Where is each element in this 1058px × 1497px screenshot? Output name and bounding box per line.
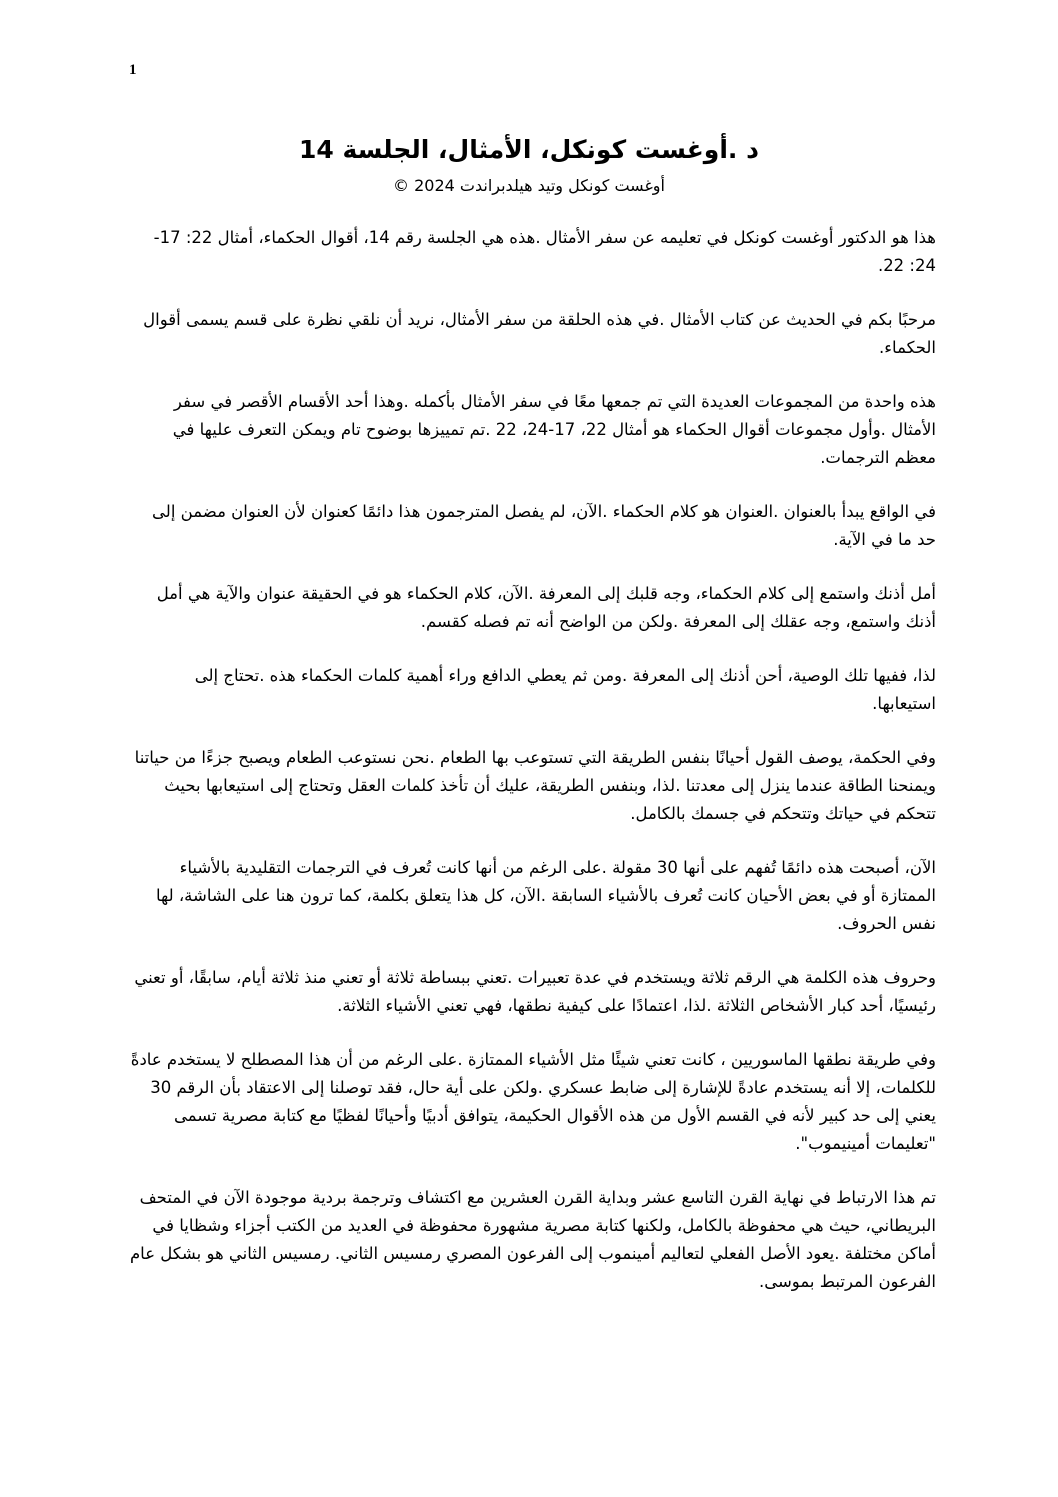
paragraph-10: وفي طريقة نطقها الماسوريين ، كانت تعني شيئًا مثل الأشياء الممتازة .على الرغم من أن هذا المصطلح لا يستخدم عادةً للكلمات، إلا أنه يستخدم عادةً للإشارة إلى ضابط عسكري .ولكن على أية حال، فقد توصلنا إلى الاعتقاد بأن الرقم 30 يعني إلى حد كبير لأنه في القسم الأول من هذه الأقوال الحكيمة، يتوافق أدبيًا وأحيانًا لفظيًا مع كتابة مصرية تسمى "تعليمات أمينيموب". (130, 1050, 936, 1153)
page-number: 1 (129, 62, 137, 78)
paragraph-4: في الواقع يبدأ بالعنوان .العنوان هو كلام الحكماء .الآن، لم يفصل المترجمون هذا دائمًا كعنوان لأن العنوان مضمن إلى حد ما في الآية. (152, 502, 936, 549)
paragraph-3: هذه واحدة من المجموعات العديدة التي تم جمعها معًا في سفر الأمثال بأكمله .وهذا أحد الأقسام الأقصر في سفر الأمثال .وأول مجموعات أقوال الحكماء هو أمثال 22، 17-24، 22 .تم تمييزها بوضوح تام ويمكن التعرف عليها في معظم الترجمات. (172, 392, 936, 467)
paragraph-1: هذا هو الدكتور أوغست كونكل في تعليمه عن سفر الأمثال .هذه هي الجلسة رقم 14، أقوال الحكماء، أمثال 22: 17-24: 22. (153, 228, 936, 275)
paragraph-9: وحروف هذه الكلمة هي الرقم ثلاثة ويستخدم في عدة تعبيرات .تعني ببساطة ثلاثة أو تعني منذ ثلاثة أيام، سابقًا، أو تعني رئيسيًا، أحد كبار الأشخاص الثلاثة .لذا، اعتمادًا على كيفية نطقها، فهي تعني الأشياء الثلاثة. (134, 968, 936, 1015)
paragraph-6: لذا، ففيها تلك الوصية، أحن أذنك إلى المعرفة .ومن ثم يعطي الدافع وراء أهمية كلمات الحكماء هذه .تحتاج إلى استيعابها. (194, 666, 936, 713)
paragraph-7: وفي الحكمة، يوصف القول أحيانًا بنفس الطريقة التي تستوعب بها الطعام .نحن نستوعب الطعام ويصبح جزءًا من حياتنا ويمنحنا الطاقة عندما ينزل إلى معدتنا .لذا، وبنفس الطريقة، عليك أن تأخذ كلمات العقل وتحتاج إلى استيعابها بحيث تتحكم في حياتك وتتحكم في جسمك بالكامل. (134, 748, 936, 823)
paragraph-8: الآن، أصبحت هذه دائمًا تُفهم على أنها 30 مقولة .على الرغم من أنها كانت تُعرف في الترجمات التقليدية بالأشياء الممتازة أو في بعض الأحيان كانت تُعرف بالأشياء السابقة .الآن، كل هذا يتعلق بكلمة، كما ترون هنا على الشاشة، لها نفس الحروف. (155, 858, 936, 933)
paragraph-5: أمل أذنك واستمع إلى كلام الحكماء، وجه قلبك إلى المعرفة .الآن، كلام الحكماء هو في الحقيقة عنوان والآية هي أمل أذنك واستمع، وجه عقلك إلى المعرفة .ولكن من الواضح أنه تم فصله كقسم. (156, 584, 936, 631)
document-body (129, 224, 936, 1322)
paragraph-11: تم هذا الارتباط في نهاية القرن التاسع عشر وبداية القرن العشرين مع اكتشاف وترجمة بردية موجودة الآن في المتحف البريطاني، حيث هي محفوظة بالكامل، ولكنها كتابة مصرية مشهورة محفوظة في العديد من الكتب أجزاء وشظايا في أماكن مختلفة .يعود الأصل الفعلي لتعاليم أمينموب إلى الفرعون المصري رمسيس الثاني. رمسيس الثاني هو بشكل عام الفرعون المرتبط بموسى. (129, 1188, 936, 1291)
document-title: د .أوغست كونكل، الأمثال، الجلسة 14 (299, 135, 759, 164)
copyright-line: أوغست كونكل وتيد هيلدبراندت 2024 © (393, 176, 665, 195)
paragraph-2: مرحبًا بكم في الحديث عن كتاب الأمثال .في هذه الحلقة من سفر الأمثال، نريد أن نلقي نظرة على قسم يسمى أقوال الحكماء. (143, 310, 936, 357)
